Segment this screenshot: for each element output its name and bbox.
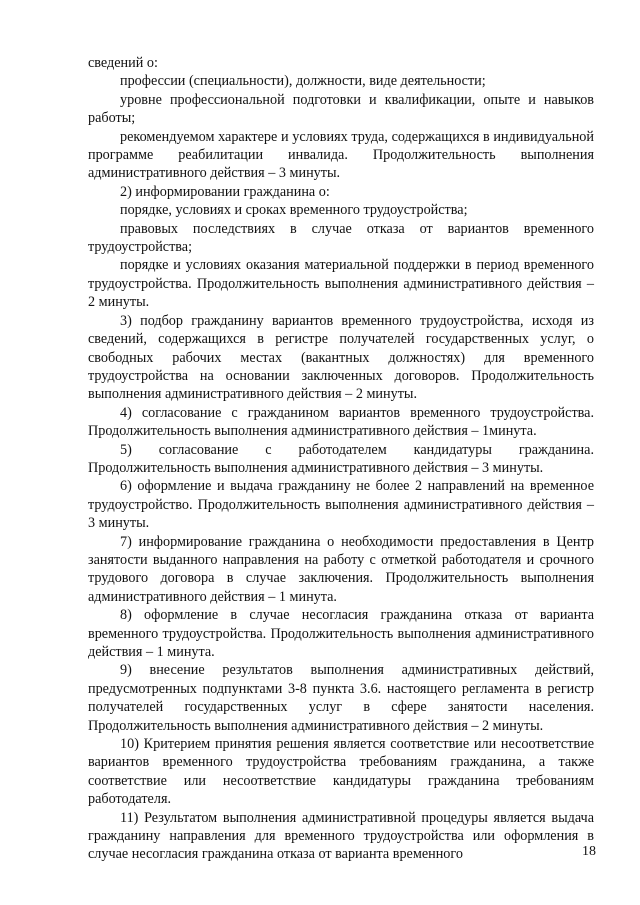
paragraph: 5) согласование с работодателем кандидатуры гражданина. Продолжительность выполнения административного действия – 3 минуты.: [88, 441, 594, 476]
paragraph: сведений о:: [88, 55, 158, 71]
paragraph: 3) подбор гражданину вариантов временного трудоустройства, исходя из сведений, содержащихся в регистре получателей государственных услуг, о свободных рабочих местах (вакантных должностях) для временного трудоустройства на основании заключенных договоров. Продолжительность выполнения административного действия – 2 минуты.: [88, 312, 594, 403]
paragraph: 8) оформление в случае несогласия гражданина отказа от варианта временного трудоустройства. Продолжительность выполнения административного действия – 1 минута.: [88, 607, 594, 660]
paragraph: 6) оформление и выдача гражданину не более 2 направлений на временное трудоустройство. Продолжительность выполнения административного действия – 3 минуты.: [88, 478, 594, 532]
paragraph: 7) информирование гражданина о необходимости предоставления в Центр занятости выданного направления на работу с отметкой работодателя и срочного трудового договора в случае заключения. Продолжительность выполнения административного действия – 1 минута.: [88, 533, 594, 605]
paragraph: порядке и условиях оказания материальной поддержки в период временного трудоустройства. Продолжительность выполнения административного действия – 2 минуты.: [88, 257, 594, 311]
paragraph: правовых последствиях в случае отказа от вариантов временного трудоустройства;: [88, 220, 594, 256]
paragraph: 2) информировании гражданина о:: [120, 183, 330, 200]
paragraph: 9) внесение результатов выполнения административных действий, предусмотренных подпунктами 3-8 пункта 3.6. настоящего регламента в регистр получателей государственных услуг в сфере занятости населения. Продолжительность выполнения административного действия – 2 минуты.: [88, 662, 594, 734]
paragraph: 11) Результатом выполнения административной процедуры является выдача гражданину направления для временного трудоустройства или оформления в случае несогласия гражданина отказа от варианта временного: [88, 809, 594, 863]
page-body-text: [88, 54, 594, 864]
paragraph: профессии (специальности), должности, виде деятельности;: [120, 73, 486, 90]
paragraph: 10) Критерием принятия решения является соответствие или несоответствие вариантов временного трудоустройства требованиям гражданина, а также соответствие или несоответствие кандидатуры гражданина требованиям работодателя.: [88, 736, 594, 808]
paragraph: рекомендуемом характере и условиях труда, содержащихся в индивидуальной программе реабилитации инвалида. Продолжительность выполнения административного действия – 3 минуты.: [88, 128, 594, 182]
paragraph: порядке, условиях и сроках временного трудоустройства;: [120, 202, 468, 219]
paragraph: 4) согласование с гражданином вариантов временного трудоустройства. Продолжительность выполнения административного действия – 1минута.: [88, 404, 594, 440]
paragraph: уровне профессиональной подготовки и квалификации, опыте и навыков работы;: [88, 91, 594, 127]
page-number: 18: [582, 844, 596, 859]
